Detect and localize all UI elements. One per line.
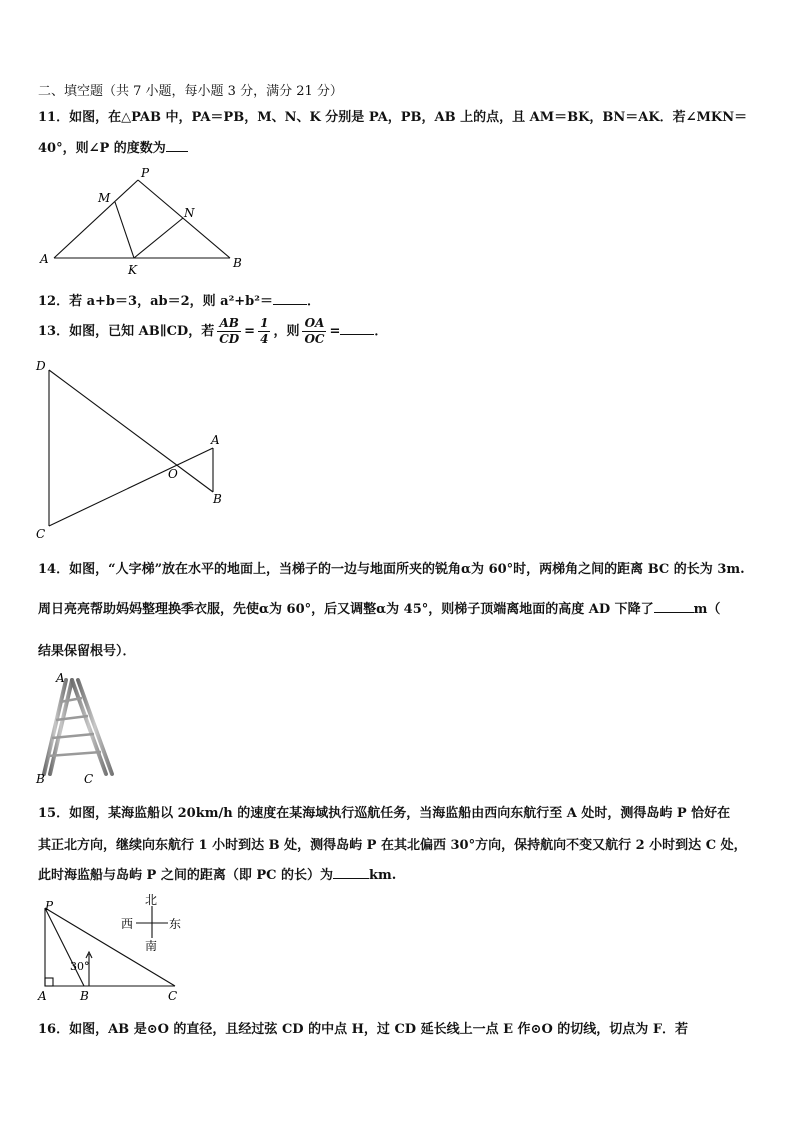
q11-text-line1: 11．如图，在△PAB 中，PA＝PB，M、N、K 分别是 PA，PB，AB 上的点，且 AM＝BK，BN＝AK．若∠MKN＝: [38, 110, 748, 125]
q14-text-line2: [38, 598, 720, 617]
q14-ladder-figure: [32, 668, 128, 788]
q13-label-b: B: [213, 492, 222, 506]
q14-text-line2-content: 周日亮亮帮助妈妈整理换季衣服，先使α为 60°，后又调整α为 45°，则梯子顶端离地面的高度 AD 下降了: [38, 602, 654, 617]
q15-text-line3-content: 此时海监船与岛屿 P 之间的距离（即 PC 的长）为: [38, 868, 334, 883]
q14-text-line1: 14．如图，“人字梯”放在水平的地面上，当梯子的一边与地面所夹的锐角α为 60°时，两梯角之间的距离 BC 的长为 3m.: [38, 562, 745, 577]
q15-angle-label: 30°: [70, 960, 90, 973]
q11-label-a: A: [40, 252, 49, 266]
q13-fraction-one-quarter: [258, 316, 270, 347]
q13-answer-blank: [340, 322, 374, 335]
q15-compass-south: 南: [145, 939, 158, 953]
q13-label-d: D: [36, 359, 46, 373]
q15-label-c: C: [168, 989, 178, 1003]
q14-text-line3: 结果保留根号）．: [38, 644, 136, 659]
q15-compass-east: 东: [169, 917, 182, 931]
q11-answer-blank: [166, 139, 188, 152]
q13-figure: [32, 356, 232, 542]
q11-label-p: P: [141, 166, 150, 180]
q14-text-line2-end: m（: [693, 602, 721, 617]
q15-compass-north: 北: [145, 893, 158, 907]
q15-figure: [32, 892, 202, 1004]
q15-answer-blank: [333, 866, 369, 879]
q15-label-p: P: [45, 899, 54, 913]
q15-text-line2: 其正北方向，继续向东航行 1 小时到达 B 处，测得岛屿 P 在其北偏西 30°方向，保持航向不变又航行 2 小时到达 C 处，: [38, 838, 747, 853]
q11-label-n: N: [184, 206, 195, 220]
q13-label-c: C: [36, 527, 46, 541]
q14-label-a: A: [56, 671, 65, 685]
q15-text-line1: 15．如图，某海监船以 20km/h 的速度在某海域执行巡航任务，当海监船由西向东航行至 A 处时，测得岛屿 P 恰好在: [38, 806, 731, 821]
q13-frac1-den: CD: [219, 332, 240, 346]
q13-frac1-num: AB: [217, 316, 241, 332]
q11-label-k: K: [128, 263, 137, 277]
q14-label-c: C: [84, 772, 94, 786]
q14-label-b: B: [36, 772, 45, 786]
q15-text-line3-end: km.: [369, 868, 397, 883]
q11-label-m: M: [98, 191, 111, 205]
q13-frac3-num: OA: [302, 316, 326, 332]
q15-compass-west: 西: [121, 917, 134, 931]
q15-label-a: A: [38, 989, 47, 1003]
q12-text-end: ．: [306, 294, 320, 309]
q11-text-line2: [38, 137, 188, 156]
q12-text: [38, 290, 320, 309]
q11-text-line2-content: 40°，则∠P 的度数为: [38, 141, 166, 156]
q11-triangle-figure: [36, 162, 256, 280]
q13-label-o: O: [168, 467, 178, 481]
section-heading: 二、填空题（共 7 小题，每小题 3 分，满分 21 分）: [38, 84, 343, 99]
q13-mid: ，则: [273, 324, 300, 339]
q13-frac2-num: 1: [260, 316, 269, 330]
q14-answer-blank: [654, 600, 694, 613]
q13-text: [38, 316, 387, 347]
q13-end: ．: [374, 324, 388, 339]
q15-label-b: B: [80, 989, 89, 1003]
q13-label-a: A: [211, 433, 220, 447]
q16-text-line1: 16．如图，AB 是⊙O 的直径，且经过弦 CD 的中点 H，过 CD 延长线上一点 E 作⊙O 的切线，切点为 F．若: [38, 1022, 689, 1037]
q13-fraction-oa-oc: [302, 316, 326, 347]
q12-answer-blank: [273, 292, 307, 305]
q13-frac3-den: OC: [304, 332, 325, 346]
q13-fraction-ab-cd: [217, 316, 241, 347]
q13-frac2-den: 4: [260, 332, 269, 346]
q13-equals-2: =: [329, 324, 341, 339]
q13-prefix: 13．如图，已知 AB∥CD，若: [38, 324, 215, 339]
q12-text-content: 12．若 a+b＝3，ab＝2，则 a²+b²＝: [38, 294, 273, 309]
q13-equals: =: [244, 324, 256, 339]
q11-label-b: B: [233, 256, 242, 270]
q15-text-line3: [38, 864, 396, 883]
